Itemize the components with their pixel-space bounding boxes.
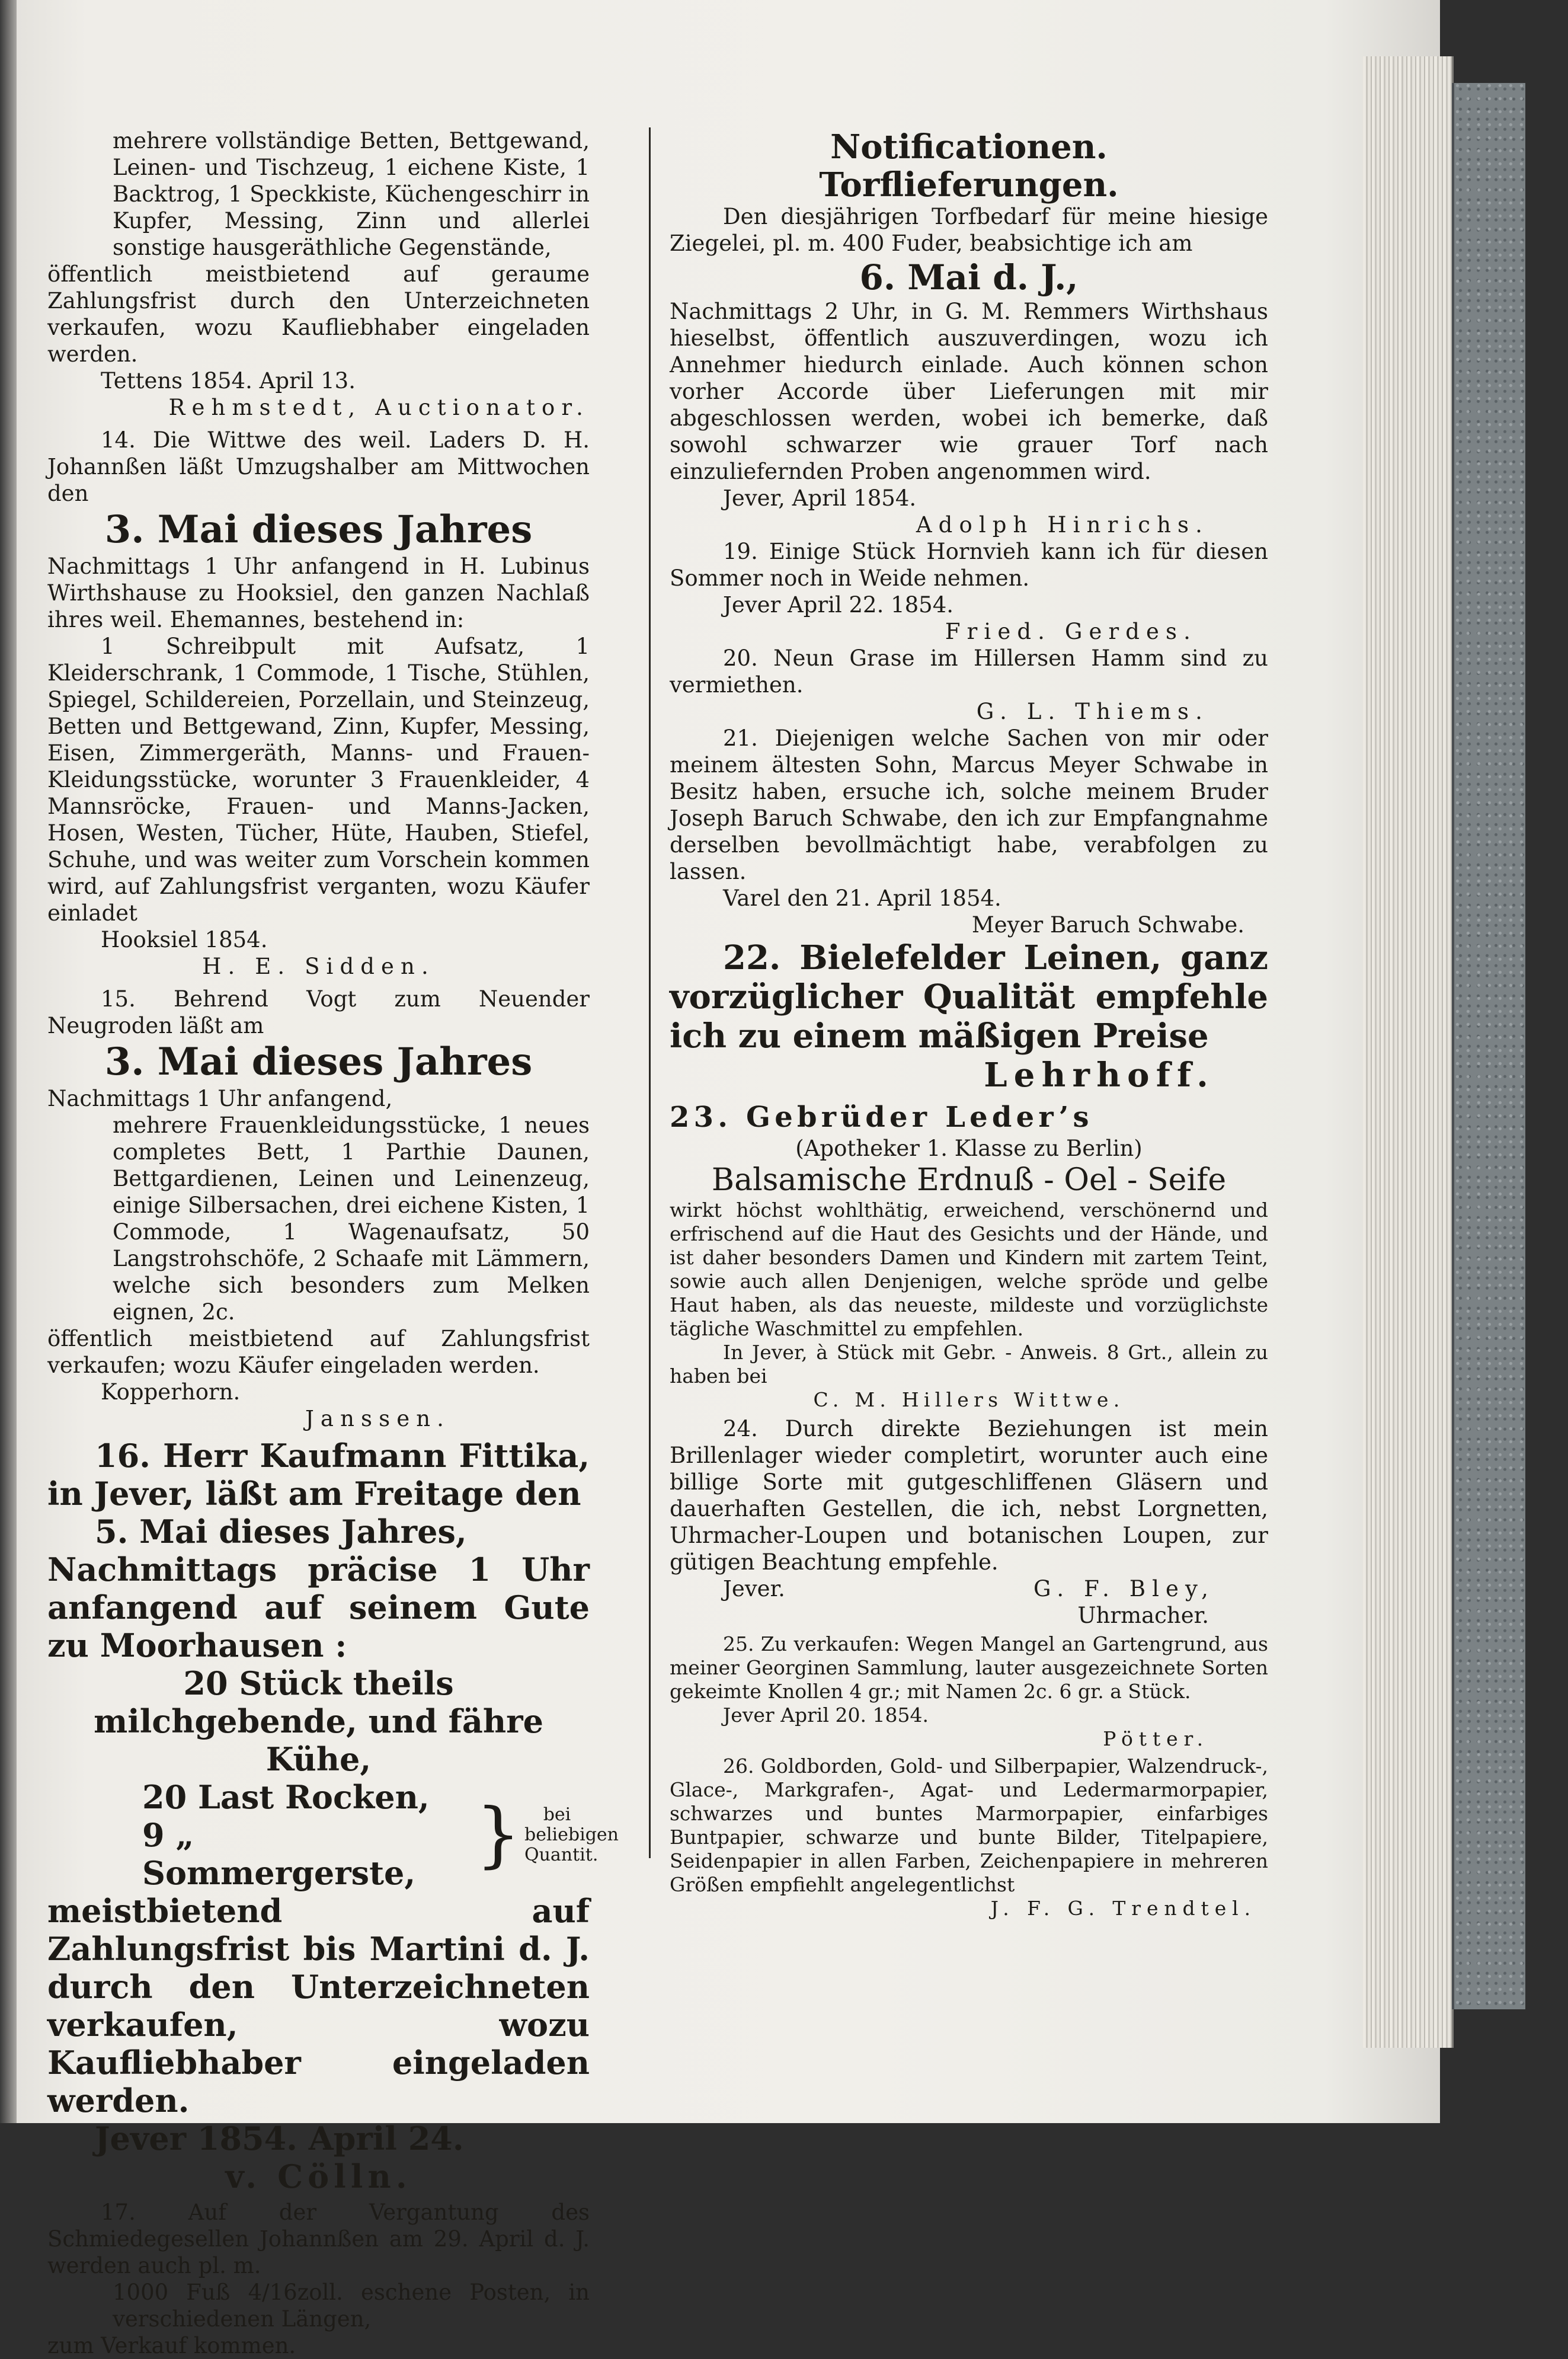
notice-15-time: Nachmittags 1 Uhr anfangend, <box>47 1086 393 1111</box>
notice-15-text: 15. Behrend Vogt zum Neuender Neugroden läßt am <box>47 986 590 1038</box>
notice-21-place: Varel den 21. April 1854. <box>723 886 1001 911</box>
notice-14-list: 1 Schreibpult mit Aufsatz, 1 Kleiderschrank, 1 Commode, 1 Tische, Stühlen, Spiegel, Schildereien, Porzellain, und Steinzeug, Betten und Bettgewand, Zinn, Kupfer, Messing, Eisen, Zimmergeräth, Manns- und Frauen-Kleidungsstücke, worunter 3 Frauenkleider, 4 Mannsröcke, Frauen- und Manns-Jacken, Hosen, Westen, Tücher, Hüte, Hauben, Stiefel, Schuhe, und was weiter zum Vorschein kommen wird, auf Zahlungsfrist verganten, wozu Käufer einladet <box>47 634 590 926</box>
notice-19-signature: Fried. Gerdes. <box>945 619 1197 644</box>
notice-18-text: Den diesjährigen Torfbedarf für meine hiesige Ziegelei, pl. m. 400 Fuder, beabsichtige ich am <box>670 204 1268 256</box>
notice-16-cows: 20 Stück theils milchgebende, und fähre Kühe, <box>94 1664 543 1778</box>
notice-14-text: 14. Die Wittwe des weil. Laders D. H. Johannßen läßt Umzugshalber am Mittwochen den <box>47 427 590 506</box>
notice-19-place: Jever April 22. 1854. <box>723 592 954 618</box>
notice-14-place: Hooksiel 1854. <box>101 927 268 952</box>
column-rule <box>649 127 651 1858</box>
notice-23-price: In Jever, à Stück mit Gebr. - Anweis. 8 Grt., allein zu haben bei <box>670 1341 1268 1388</box>
notice-24-place: Jever. <box>723 1576 785 1602</box>
notice-23-product: Balsamische Erdnuß - Oel - Seife <box>711 1162 1227 1198</box>
book-gutter <box>0 0 17 2123</box>
notice-16-terms: meistbietend auf Zahlungsfrist bis Martini d. J. durch den Unterzeichneten verkaufen, wozu Kaufliebhaber eingeladen werden. <box>47 1892 590 2120</box>
notice-24-role: Uhrmacher. <box>1077 1603 1209 1628</box>
right-column <box>670 127 1268 1920</box>
notice-16-headline: 16. Herr Kaufmann Fittika, in Jever, läßt am Freitage den <box>47 1437 590 1513</box>
notice-25-text: 25. Zu verkaufen: Wegen Mangel an Gartengrund, aus meiner Georginen Sammlung, lauter ausgezeichnete Sorten gekeimte Knollen 4 gr.; mit Namen 2c. 6 gr. a Stück. <box>670 1632 1268 1703</box>
notice-16-signature: v. Cölln. <box>225 2157 412 2195</box>
left-intro-place: Tettens 1854. April 13. <box>101 368 356 394</box>
book-cover <box>1452 83 1525 2009</box>
notice-18-details: Nachmittags 2 Uhr, in G. M. Remmers Wirthshaus hieselbst, öffentlich auszuverdingen, wozu ich Annehmer hiedurch einlade. Auch können schon vorher Accorde über Lieferungen mit mir abgeschlossen werden, wobei ich bemerke, daß sowohl schwarzer wie grauer Torf nach einzuliefernden Proben angenommen wird. <box>670 299 1268 484</box>
notice-26-text: 26. Goldborden, Gold- und Silberpapier, Walzendruck-, Glace-, Markgrafen-, Agat- und Ledermarmorpapier, schwarzes und buntes Marmorpapier, einfarbiges Buntpapier, schwarze und bunte Bilder, Titelpapiere, Seidenpapier in allen Farben, Zeichenpapiere in mehreren Größen empfiehlt angelegentlichst <box>670 1754 1268 1896</box>
notice-15-terms: öffentlich meistbietend auf Zahlungsfrist verkaufen; wozu Käufer eingeladen werden. <box>47 1326 590 1378</box>
notice-15-place: Kopperhorn. <box>101 1379 241 1405</box>
left-intro-list: mehrere vollständige Betten, Bettgewand, Leinen- und Tischzeug, 1 eichene Kiste, 1 Backtrog, 1 Speckkiste, Küchengeschirr in Kupfer, Messing, Zinn und allerlei sonstige hausgeräthliche Gegenstände, <box>113 128 590 260</box>
brace: } <box>475 1794 521 1876</box>
notice-15-signature: Janssen. <box>305 1406 450 1431</box>
notice-17-item: 1000 Fuß 4/16zoll. eschene Posten, in verschiedenen Längen, <box>113 2280 590 2332</box>
notice-16-rye: 20 Last Rocken, <box>142 1778 430 1816</box>
notice-16-quantity-note: bei beliebigen Quantit. <box>524 1804 619 1865</box>
notice-17-text: 17. Auf der Vergantung des Schmiedegesellen Johannßen am 29. April d. J. werden auch pl. m. <box>47 2200 590 2278</box>
notice-25-place: Jever April 20. 1854. <box>723 1703 929 1727</box>
left-intro-signature: Rehmstedt, Auctionator. <box>168 395 590 420</box>
notice-21-text: 21. Diejenigen welche Sachen von mir oder meinem ältesten Sohn, Marcus Meyer Schwabe in Besitz haben, ersuche ich, solche meinem Bruder Joseph Baruch Schwabe, den ich zur Empfangnahme derselben bevollmächtigt habe, verabfolgen zu lassen. <box>670 725 1268 884</box>
notice-20-signature: G. L. Thiems. <box>976 699 1209 724</box>
notice-15-list: mehrere Frauenkleidungsstücke, 1 neues completes Bett, 1 Parthie Daunen, Bettgardienen, Leinen und Leinenzeug, einige Silbersachen, drei eichene Kisten, 1 Commode, 1 Wagenaufsatz, 50 Langstrohschöfe, 2 Schaafe mit Lämmern, welche sich besonders zum Melken eignen, 2c. <box>113 1113 590 1325</box>
section-title: Notificationen. <box>830 127 1108 167</box>
notice-23-signature: C. M. Hillers Wittwe. <box>813 1388 1125 1411</box>
notice-18-place: Jever, April 1854. <box>723 485 917 511</box>
notice-14-details: Nachmittags 1 Uhr anfangend in H. Lubinus Wirthshause zu Hooksiel, den ganzen Nachlaß ihres weil. Ehemannes, bestehend in: <box>47 554 590 632</box>
left-column <box>47 127 619 2359</box>
notice-22-signature: Lehrhoff. <box>984 1056 1215 1095</box>
notice-24-signature: G. F. Bley, <box>1033 1576 1215 1602</box>
notice-22-text: 22. Bielefelder Leinen, ganz vorzüglicher Qualität empfehle ich zu einem mäßigen Preise <box>670 938 1268 1056</box>
notice-18-signature: Adolph Hinrichs. <box>916 512 1209 538</box>
notice-16-place: Jever 1854. April 24. <box>95 2120 464 2157</box>
left-intro-text: öffentlich meistbietend auf geraume Zahlungsfrist durch den Unterzeichneten verkaufen, wozu Kaufliebhaber eingeladen werden. <box>47 261 590 367</box>
notice-21-signature: Meyer Baruch Schwabe. <box>971 912 1244 938</box>
notice-23-heading: 23. Gebrüder Leder’s <box>670 1101 1093 1134</box>
notice-14-signature: H. E. Sidden. <box>202 954 435 979</box>
notice-16-barley: 9 „ Sommergerste, <box>142 1816 416 1892</box>
notice-14-date: 3. Mai dieses Jahres <box>104 507 533 552</box>
notice-23-text: wirkt höchst wohlthätig, erweichend, verschönernd und erfrischend auf die Haut des Gesichts und der Hände, und ist daher besonders Damen und Kindern mit zartem Teint, sowie auch allen Denjenigen, welche spröde und gelbe Haut haben, als das neueste, mildeste und vorzüglichste tägliche Waschmittel zu empfehlen. <box>670 1198 1268 1340</box>
notice-16-grain-group <box>47 1778 619 1892</box>
notice-17-end: zum Verkauf kommen. <box>47 2333 296 2358</box>
page-edges <box>1363 56 1454 2048</box>
notice-20-text: 20. Neun Grase im Hillersen Hamm sind zu vermiethen. <box>670 645 1268 698</box>
notice-15-date: 3. Mai dieses Jahres <box>104 1040 533 1084</box>
notice-18-heading: Torflieferungen. <box>819 165 1119 204</box>
notice-26-signature: J. F. G. Trendtel. <box>990 1897 1256 1920</box>
notice-16-time: Nachmittags präcise 1 Uhr anfangend auf seinem Gute zu Moorhausen : <box>47 1551 590 1664</box>
notice-25-signature: Pötter. <box>1103 1727 1209 1750</box>
notice-16-date: 5. Mai dieses Jahres, <box>95 1513 467 1551</box>
notice-19-text: 19. Einige Stück Hornvieh kann ich für diesen Sommer noch in Weide nehmen. <box>670 539 1268 591</box>
notice-23-subheading: (Apotheker 1. Klasse zu Berlin) <box>795 1136 1143 1161</box>
notice-18-date: 6. Mai d. J., <box>859 257 1079 298</box>
notice-24-text: 24. Durch direkte Beziehungen ist mein Brillenlager wieder completirt, worunter auch eine billige Sorte mit gutgeschliffenen Gläsern und dauerhaften Gestellen, die ich, nebst Lorgnetten, Uhrmacher-Loupen und botanischen Loupen, zur gütigen Beachtung empfehle. <box>670 1416 1268 1575</box>
